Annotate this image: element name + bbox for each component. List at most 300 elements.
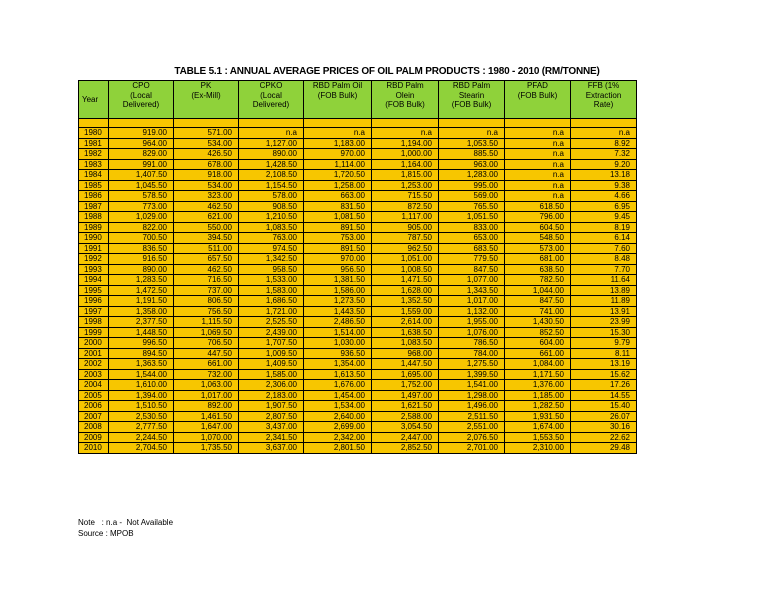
- price-cell: 1,399.50: [439, 369, 505, 380]
- price-cell: 663.00: [304, 191, 372, 202]
- price-cell: 1,534.00: [304, 401, 372, 412]
- price-cell: 885.50: [439, 149, 505, 160]
- price-cell: 1,275.50: [439, 359, 505, 370]
- table-row: [79, 191, 637, 202]
- price-cell: 7.32: [571, 149, 637, 160]
- price-cell: 1,363.50: [109, 359, 174, 370]
- year-cell: 2002: [79, 359, 109, 370]
- price-cell: 890.00: [239, 149, 304, 160]
- price-cell: 1,676.00: [304, 380, 372, 391]
- price-cell: 822.00: [109, 222, 174, 233]
- price-cell: 604.00: [505, 338, 571, 349]
- price-cell: 621.00: [174, 212, 239, 223]
- price-cell: 1,185.00: [505, 390, 571, 401]
- price-cell: 11.89: [571, 296, 637, 307]
- price-cell: 700.50: [109, 233, 174, 244]
- price-cell: 2,588.00: [372, 411, 439, 422]
- price-cell: 787.50: [372, 233, 439, 244]
- price-cell: 6.95: [571, 201, 637, 212]
- price-cell: 2,244.50: [109, 432, 174, 443]
- price-cell: 2,530.50: [109, 411, 174, 422]
- price-cell: 2,341.50: [239, 432, 304, 443]
- price-cell: 13.89: [571, 285, 637, 296]
- table-row: [79, 201, 637, 212]
- year-cell: 1983: [79, 159, 109, 170]
- prices-table: [78, 80, 637, 454]
- price-cell: 2,704.50: [109, 443, 174, 454]
- price-cell: 8.19: [571, 222, 637, 233]
- price-cell: 936.50: [304, 348, 372, 359]
- price-cell: 1,258.00: [304, 180, 372, 191]
- price-cell: 1,045.50: [109, 180, 174, 191]
- price-cell: 741.00: [505, 306, 571, 317]
- year-cell: 1984: [79, 170, 109, 181]
- price-cell: 661.00: [174, 359, 239, 370]
- column-header-rbd-palm-stearin: RBD Palm Stearin (FOB Bulk): [439, 81, 505, 119]
- table-row: [79, 317, 637, 328]
- price-cell: 1,183.00: [304, 138, 372, 149]
- price-cell: 1,051.00: [372, 254, 439, 265]
- price-cell: 1,583.00: [239, 285, 304, 296]
- price-cell: 462.50: [174, 264, 239, 275]
- column-header-rbd-palm-olein: RBD Palm Olein (FOB Bulk): [372, 81, 439, 119]
- price-cell: 15.30: [571, 327, 637, 338]
- price-cell: 447.50: [174, 348, 239, 359]
- price-cell: 1,127.00: [239, 138, 304, 149]
- price-cell: 1,461.50: [174, 411, 239, 422]
- price-cell: 829.00: [109, 149, 174, 160]
- note-label: Note: [78, 518, 95, 527]
- price-cell: 1,735.50: [174, 443, 239, 454]
- price-cell: 1,695.00: [372, 369, 439, 380]
- column-header-rbd-palm-oil: RBD Palm Oil (FOB Bulk): [304, 81, 372, 119]
- price-cell: 833.00: [439, 222, 505, 233]
- price-cell: 908.50: [239, 201, 304, 212]
- price-cell: 394.50: [174, 233, 239, 244]
- price-cell: 1,628.00: [372, 285, 439, 296]
- price-cell: 806.50: [174, 296, 239, 307]
- table-row: [79, 422, 637, 433]
- table-row: [79, 359, 637, 370]
- price-cell: 7.70: [571, 264, 637, 275]
- price-cell: 534.00: [174, 180, 239, 191]
- price-cell: 1,610.00: [109, 380, 174, 391]
- year-cell: 1993: [79, 264, 109, 275]
- price-cell: 323.00: [174, 191, 239, 202]
- price-cell: 1,586.00: [304, 285, 372, 296]
- table-row: [79, 411, 637, 422]
- year-cell: 1994: [79, 275, 109, 286]
- price-cell: 1,283.50: [109, 275, 174, 286]
- table-row: [79, 233, 637, 244]
- price-cell: 1,720.50: [304, 170, 372, 181]
- year-cell: 1980: [79, 128, 109, 139]
- price-cell: 15.40: [571, 401, 637, 412]
- price-cell: 958.50: [239, 264, 304, 275]
- price-cell: 3,437.00: [239, 422, 304, 433]
- price-cell: 2,447.00: [372, 432, 439, 443]
- price-cell: 426.50: [174, 149, 239, 160]
- price-cell: 13.19: [571, 359, 637, 370]
- price-cell: 1,117.00: [372, 212, 439, 223]
- price-cell: 657.50: [174, 254, 239, 265]
- year-cell: 2007: [79, 411, 109, 422]
- table-row: [79, 306, 637, 317]
- table-row: [79, 296, 637, 307]
- table-notes: [78, 517, 173, 539]
- price-cell: 15.62: [571, 369, 637, 380]
- price-cell: n.a: [505, 180, 571, 191]
- price-cell: 991.00: [109, 159, 174, 170]
- price-cell: 1,017.00: [439, 296, 505, 307]
- price-cell: 578.00: [239, 191, 304, 202]
- year-cell: 2009: [79, 432, 109, 443]
- table-row: [79, 243, 637, 254]
- table-row: [79, 327, 637, 338]
- price-cell: 836.50: [109, 243, 174, 254]
- price-cell: 1,053.50: [439, 138, 505, 149]
- price-cell: 1,955.00: [439, 317, 505, 328]
- price-cell: 753.00: [304, 233, 372, 244]
- price-cell: 1,069.50: [174, 327, 239, 338]
- price-cell: 1,497.00: [372, 390, 439, 401]
- year-cell: 2001: [79, 348, 109, 359]
- price-cell: 1,115.50: [174, 317, 239, 328]
- price-cell: 548.50: [505, 233, 571, 244]
- price-cell: 1,114.00: [304, 159, 372, 170]
- price-cell: 681.00: [505, 254, 571, 265]
- price-cell: 638.50: [505, 264, 571, 275]
- year-cell: 1987: [79, 201, 109, 212]
- price-cell: 1,544.00: [109, 369, 174, 380]
- price-cell: 1,044.00: [505, 285, 571, 296]
- year-cell: 1989: [79, 222, 109, 233]
- price-cell: 1,194.00: [372, 138, 439, 149]
- price-cell: 773.00: [109, 201, 174, 212]
- price-cell: 1,472.50: [109, 285, 174, 296]
- price-cell: 2,183.00: [239, 390, 304, 401]
- table-row: [79, 443, 637, 454]
- price-cell: 573.00: [505, 243, 571, 254]
- year-cell: 2006: [79, 401, 109, 412]
- spacer-row: [79, 119, 637, 128]
- price-cell: 1,358.00: [109, 306, 174, 317]
- price-cell: 6.14: [571, 233, 637, 244]
- table-row: [79, 369, 637, 380]
- price-cell: 1,381.50: [304, 275, 372, 286]
- price-cell: 30.16: [571, 422, 637, 433]
- price-cell: n.a: [439, 128, 505, 139]
- price-cell: n.a: [239, 128, 304, 139]
- column-header-pk: PK (Ex-Mill): [174, 81, 239, 119]
- price-cell: 891.50: [304, 243, 372, 254]
- price-cell: 1,283.00: [439, 170, 505, 181]
- price-cell: 956.50: [304, 264, 372, 275]
- price-cell: 2,439.00: [239, 327, 304, 338]
- price-cell: 1,051.50: [439, 212, 505, 223]
- price-cell: n.a: [372, 128, 439, 139]
- price-cell: 1,721.00: [239, 306, 304, 317]
- price-cell: 1,541.00: [439, 380, 505, 391]
- price-cell: 852.50: [505, 327, 571, 338]
- price-cell: n.a: [505, 128, 571, 139]
- price-cell: 13.18: [571, 170, 637, 181]
- price-cell: 1,514.00: [304, 327, 372, 338]
- year-cell: 1988: [79, 212, 109, 223]
- price-cell: 1,282.50: [505, 401, 571, 412]
- year-cell: 2000: [79, 338, 109, 349]
- price-cell: 578.50: [109, 191, 174, 202]
- price-cell: 1,647.00: [174, 422, 239, 433]
- column-header-cpko: CPKO (Local Delivered): [239, 81, 304, 119]
- price-cell: 892.00: [174, 401, 239, 412]
- year-cell: 1995: [79, 285, 109, 296]
- year-cell: 1985: [79, 180, 109, 191]
- price-cell: 2,807.50: [239, 411, 304, 422]
- price-cell: 1,017.00: [174, 390, 239, 401]
- year-cell: 1998: [79, 317, 109, 328]
- price-cell: 9.79: [571, 338, 637, 349]
- price-cell: n.a: [505, 138, 571, 149]
- price-cell: 1,343.50: [439, 285, 505, 296]
- price-cell: 970.00: [304, 149, 372, 160]
- year-cell: 2004: [79, 380, 109, 391]
- price-cell: 1,621.50: [372, 401, 439, 412]
- column-header-cpo: CPO (Local Delivered): [109, 81, 174, 119]
- price-cell: 2,108.50: [239, 170, 304, 181]
- price-cell: 1,164.00: [372, 159, 439, 170]
- price-cell: 569.00: [439, 191, 505, 202]
- price-cell: 1,210.50: [239, 212, 304, 223]
- year-cell: 1981: [79, 138, 109, 149]
- price-cell: 1,394.00: [109, 390, 174, 401]
- column-header-year: Year: [79, 81, 109, 119]
- price-cell: 1,553.50: [505, 432, 571, 443]
- price-cell: 963.00: [439, 159, 505, 170]
- price-cell: 1,376.00: [505, 380, 571, 391]
- price-cell: 1,409.50: [239, 359, 304, 370]
- price-cell: 737.00: [174, 285, 239, 296]
- price-cell: 847.50: [439, 264, 505, 275]
- price-cell: 1,428.50: [239, 159, 304, 170]
- price-cell: 962.50: [372, 243, 439, 254]
- year-cell: 1990: [79, 233, 109, 244]
- table-row: [79, 128, 637, 139]
- price-cell: 1,448.50: [109, 327, 174, 338]
- price-cell: 1,430.50: [505, 317, 571, 328]
- table-title: TABLE 5.1 : ANNUAL AVERAGE PRICES OF OIL PALM PRODUCTS : 1980 - 2010 (RM/TONNE): [174, 66, 600, 77]
- price-cell: 1,443.50: [304, 306, 372, 317]
- price-cell: n.a: [505, 159, 571, 170]
- price-cell: 1,030.00: [304, 338, 372, 349]
- price-cell: 11.64: [571, 275, 637, 286]
- price-cell: 2,801.50: [304, 443, 372, 454]
- note-line: [78, 517, 173, 528]
- price-cell: 1,070.00: [174, 432, 239, 443]
- price-cell: 1,154.50: [239, 180, 304, 191]
- table-row: [79, 159, 637, 170]
- header-row: [79, 81, 637, 119]
- table-row: [79, 180, 637, 191]
- price-cell: 1,008.50: [372, 264, 439, 275]
- price-cell: 2,551.00: [439, 422, 505, 433]
- price-cell: 22.62: [571, 432, 637, 443]
- column-header-ffb: FFB (1% Extraction Rate): [571, 81, 637, 119]
- price-cell: n.a: [304, 128, 372, 139]
- price-cell: 7.60: [571, 243, 637, 254]
- price-cell: 1,471.50: [372, 275, 439, 286]
- price-cell: 1,298.00: [439, 390, 505, 401]
- price-cell: 2,701.00: [439, 443, 505, 454]
- price-cell: 1,533.00: [239, 275, 304, 286]
- price-cell: 970.00: [304, 254, 372, 265]
- price-cell: 872.50: [372, 201, 439, 212]
- price-cell: n.a: [505, 191, 571, 202]
- price-cell: 786.50: [439, 338, 505, 349]
- price-cell: 1,510.50: [109, 401, 174, 412]
- price-cell: 678.00: [174, 159, 239, 170]
- price-cell: 918.00: [174, 170, 239, 181]
- price-cell: 2,306.00: [239, 380, 304, 391]
- note-text: : n.a - Not Available: [101, 518, 174, 527]
- price-cell: 996.50: [109, 338, 174, 349]
- price-cell: 779.50: [439, 254, 505, 265]
- price-cell: 8.48: [571, 254, 637, 265]
- price-cell: 3,637.00: [239, 443, 304, 454]
- price-cell: 782.50: [505, 275, 571, 286]
- price-cell: 2,699.00: [304, 422, 372, 433]
- year-cell: 1996: [79, 296, 109, 307]
- price-cell: 1,496.00: [439, 401, 505, 412]
- table-row: [79, 390, 637, 401]
- price-cell: 847.50: [505, 296, 571, 307]
- price-cell: 1,171.50: [505, 369, 571, 380]
- price-cell: 919.00: [109, 128, 174, 139]
- year-cell: 1999: [79, 327, 109, 338]
- price-cell: 534.00: [174, 138, 239, 149]
- price-cell: 796.00: [505, 212, 571, 223]
- price-cell: 618.50: [505, 201, 571, 212]
- price-cell: 2,377.50: [109, 317, 174, 328]
- price-cell: 23.99: [571, 317, 637, 328]
- price-cell: 1,000.00: [372, 149, 439, 160]
- price-cell: 1,342.50: [239, 254, 304, 265]
- year-cell: 2003: [79, 369, 109, 380]
- table-row: [79, 401, 637, 412]
- price-cell: 706.50: [174, 338, 239, 349]
- price-cell: 17.26: [571, 380, 637, 391]
- table-row: [79, 348, 637, 359]
- source-line: Source : MPOB: [78, 529, 134, 538]
- price-cell: 1,063.00: [174, 380, 239, 391]
- price-cell: 1,253.00: [372, 180, 439, 191]
- price-cell: 2,310.00: [505, 443, 571, 454]
- year-cell: 2010: [79, 443, 109, 454]
- price-cell: 765.50: [439, 201, 505, 212]
- price-cell: 9.38: [571, 180, 637, 191]
- year-cell: 2005: [79, 390, 109, 401]
- price-cell: 2,777.50: [109, 422, 174, 433]
- year-cell: 1982: [79, 149, 109, 160]
- price-cell: 1,191.50: [109, 296, 174, 307]
- table-row: [79, 170, 637, 181]
- price-cell: 1,585.00: [239, 369, 304, 380]
- price-cell: 3,054.50: [372, 422, 439, 433]
- year-cell: 1997: [79, 306, 109, 317]
- price-cell: 2,640.00: [304, 411, 372, 422]
- price-cell: 1,076.00: [439, 327, 505, 338]
- price-cell: 2,076.50: [439, 432, 505, 443]
- price-cell: 1,083.50: [372, 338, 439, 349]
- price-cell: 2,486.50: [304, 317, 372, 328]
- price-cell: 1,081.50: [304, 212, 372, 223]
- column-header-pfad: PFAD (FOB Bulk): [505, 81, 571, 119]
- price-cell: 1,447.50: [372, 359, 439, 370]
- table-row: [79, 275, 637, 286]
- year-cell: 2008: [79, 422, 109, 433]
- price-cell: 1,559.00: [372, 306, 439, 317]
- price-cell: 2,342.00: [304, 432, 372, 443]
- price-cell: 905.00: [372, 222, 439, 233]
- table-row: [79, 149, 637, 160]
- price-cell: 2,852.50: [372, 443, 439, 454]
- price-cell: 831.50: [304, 201, 372, 212]
- price-cell: 1,674.00: [505, 422, 571, 433]
- price-cell: 1,686.50: [239, 296, 304, 307]
- year-cell: 1992: [79, 254, 109, 265]
- price-cell: 1,454.00: [304, 390, 372, 401]
- price-cell: 1,707.50: [239, 338, 304, 349]
- price-cell: 1,907.50: [239, 401, 304, 412]
- price-cell: 462.50: [174, 201, 239, 212]
- price-cell: 1,084.00: [505, 359, 571, 370]
- price-cell: 916.50: [109, 254, 174, 265]
- price-cell: 891.50: [304, 222, 372, 233]
- price-cell: 4.66: [571, 191, 637, 202]
- price-cell: 756.50: [174, 306, 239, 317]
- price-cell: 894.50: [109, 348, 174, 359]
- price-cell: 2,511.50: [439, 411, 505, 422]
- year-cell: 1991: [79, 243, 109, 254]
- price-cell: 683.50: [439, 243, 505, 254]
- price-cell: n.a: [505, 149, 571, 160]
- price-cell: n.a: [505, 170, 571, 181]
- year-cell: 1986: [79, 191, 109, 202]
- price-cell: 571.00: [174, 128, 239, 139]
- price-cell: 763.00: [239, 233, 304, 244]
- table-row: [79, 338, 637, 349]
- price-cell: 715.50: [372, 191, 439, 202]
- price-cell: 1,752.00: [372, 380, 439, 391]
- price-cell: 1,083.50: [239, 222, 304, 233]
- price-cell: 1,029.00: [109, 212, 174, 223]
- price-cell: 8.92: [571, 138, 637, 149]
- price-cell: 661.00: [505, 348, 571, 359]
- price-cell: 1,407.50: [109, 170, 174, 181]
- table-row: [79, 285, 637, 296]
- price-cell: 29.48: [571, 443, 637, 454]
- price-cell: 1,613.50: [304, 369, 372, 380]
- table-row: [79, 254, 637, 265]
- price-cell: 1,815.00: [372, 170, 439, 181]
- price-cell: 732.00: [174, 369, 239, 380]
- price-cell: 2,614.00: [372, 317, 439, 328]
- price-cell: 890.00: [109, 264, 174, 275]
- price-cell: 9.20: [571, 159, 637, 170]
- price-cell: 1,354.00: [304, 359, 372, 370]
- table-row: [79, 432, 637, 443]
- price-cell: 995.00: [439, 180, 505, 191]
